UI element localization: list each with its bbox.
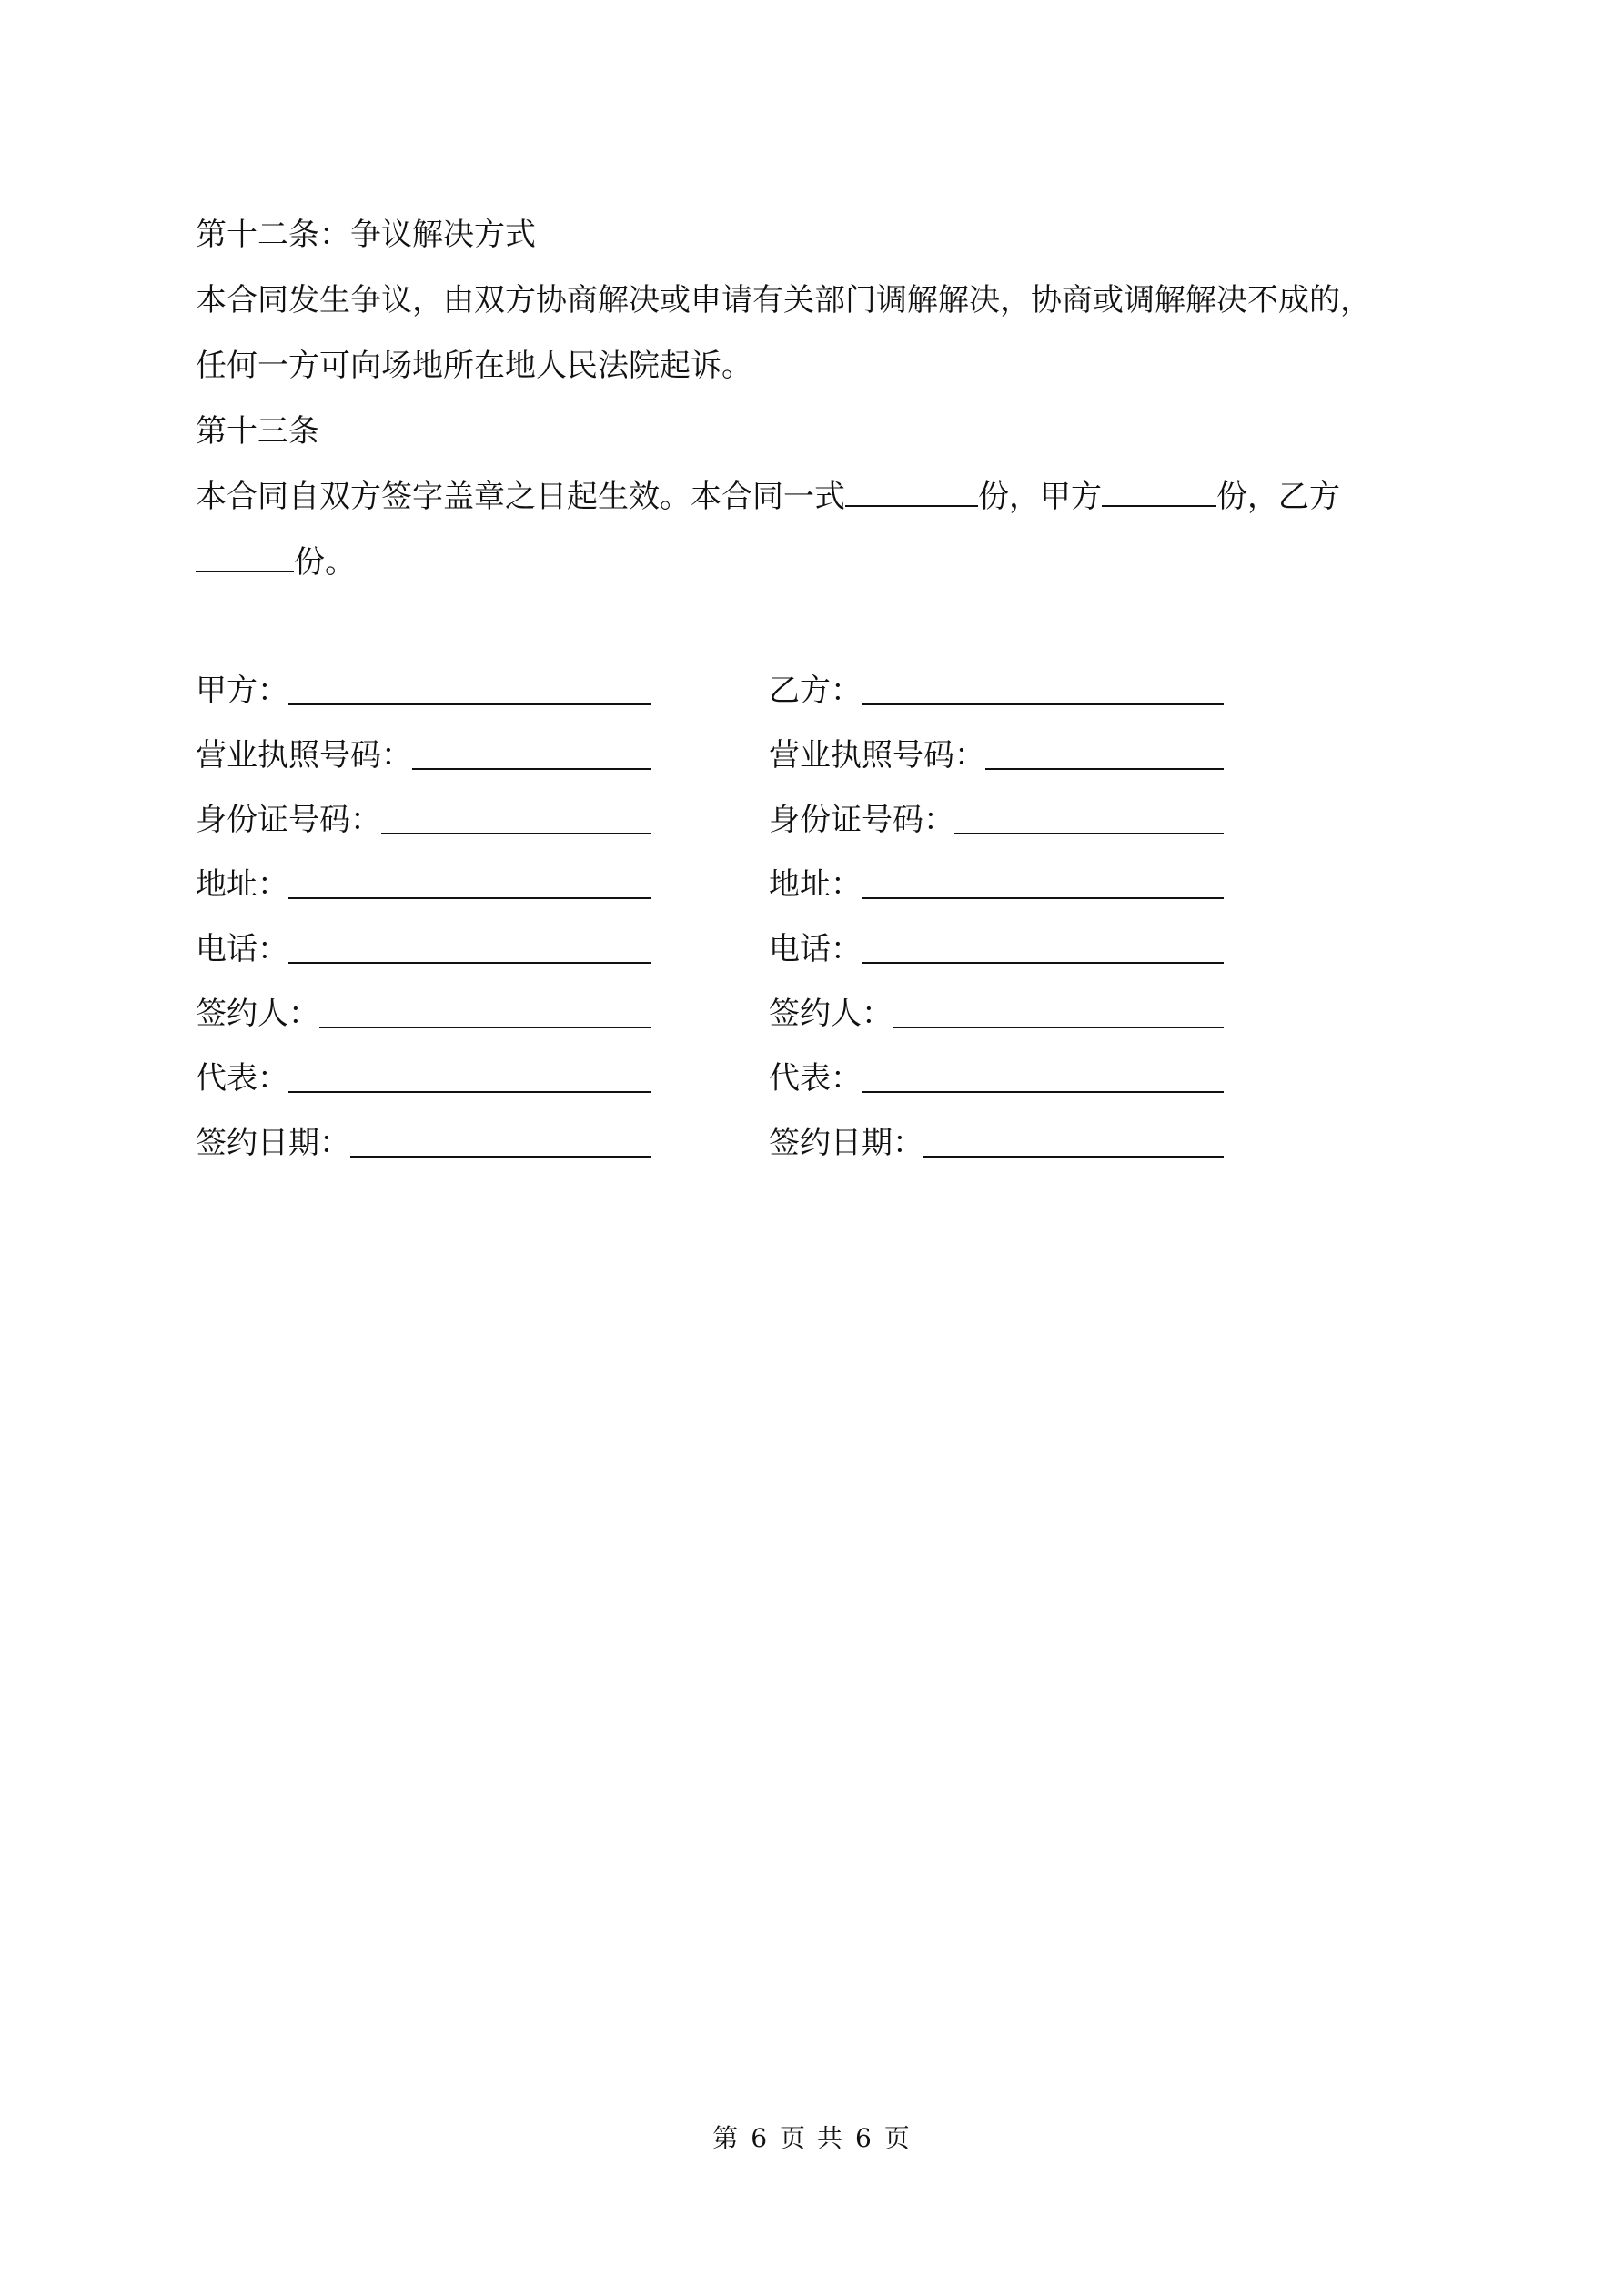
party-a-field-label: 签约日期： (196, 1125, 350, 1161)
party-b-field-line[interactable] (862, 667, 1224, 705)
party-a-field (196, 667, 769, 711)
party-b-field-label: 签约人： (769, 996, 893, 1032)
party-b-field (769, 732, 1342, 775)
party-a-field-line[interactable] (288, 861, 651, 899)
party-b-field-label: 代表： (769, 1060, 862, 1097)
party-a-field (196, 861, 769, 905)
party-a-field-label: 营业执照号码： (196, 737, 412, 774)
party-b-field-label: 电话： (769, 931, 862, 967)
party-b-field (769, 667, 1342, 711)
signature-block (196, 646, 1342, 1163)
party-a-field (196, 990, 769, 1034)
party-b-field-line[interactable] (923, 1119, 1224, 1158)
party-b-field-label: 乙方： (769, 673, 862, 709)
footer-current-page: 6 (751, 2123, 770, 2153)
party-a-field (196, 796, 769, 840)
party-b-field (769, 1055, 1342, 1098)
signature-row (196, 646, 1342, 711)
article-12-text-line-2: 任何一方可向场地所在地人民法院起诉。 (196, 348, 752, 384)
party-b-field-line[interactable] (954, 796, 1224, 834)
party-a-field-line[interactable] (350, 1119, 651, 1158)
party-a-field (196, 925, 769, 969)
party-b-field (769, 861, 1342, 905)
signature-row (196, 775, 1342, 840)
party-a-field (196, 1055, 769, 1098)
article-13-segment-3: 份，乙方 (1216, 479, 1340, 515)
total-copies-blank[interactable] (845, 470, 978, 507)
party-a-field-line[interactable] (412, 732, 651, 770)
party-b-field-line[interactable] (985, 732, 1224, 770)
article-12-heading: 第十二条：争议解决方式 (196, 217, 536, 253)
footer-suffix: 页 (883, 2123, 912, 2153)
page-footer (0, 2119, 1624, 2155)
party-b-field-line[interactable] (862, 861, 1224, 899)
party-a-field-label: 甲方： (196, 673, 288, 709)
party-b-field (769, 1119, 1342, 1163)
party-b-field-label: 地址： (769, 866, 862, 903)
signature-row (196, 969, 1342, 1034)
signature-row (196, 1034, 1342, 1098)
article-13-text-line-2 (196, 530, 1451, 595)
party-a-field-label: 电话： (196, 931, 288, 967)
party-b-copies-blank[interactable] (196, 536, 294, 572)
party-b-field (769, 990, 1342, 1034)
footer-middle: 页 共 (780, 2123, 844, 2153)
party-b-field (769, 925, 1342, 969)
article-13-segment-4: 份。 (294, 544, 356, 581)
footer-total-pages: 6 (854, 2123, 873, 2153)
party-a-field-line[interactable] (381, 796, 651, 834)
party-a-copies-blank[interactable] (1102, 470, 1216, 507)
party-b-field-label: 身份证号码： (769, 802, 954, 838)
party-a-field (196, 732, 769, 775)
signature-row (196, 711, 1342, 775)
party-b-field-label: 签约日期： (769, 1125, 923, 1161)
party-b-field-label: 营业执照号码： (769, 737, 985, 774)
footer-prefix: 第 (712, 2123, 741, 2153)
article-13-segment-2: 份，甲方 (978, 479, 1102, 515)
article-13-segment-1: 本合同自双方签字盖章之日起生效。本合同一式 (196, 479, 845, 515)
party-a-field-line[interactable] (288, 1055, 651, 1093)
article-13-text (196, 464, 1451, 530)
party-a-field (196, 1119, 769, 1163)
article-12-text-line-1: 本合同发生争议，由双方协商解决或申请有关部门调解解决，协商或调解解决不成的， (196, 282, 1371, 319)
signature-row (196, 840, 1342, 905)
party-b-field-line[interactable] (893, 990, 1224, 1028)
party-a-field-line[interactable] (319, 990, 651, 1028)
article-13-heading: 第十三条 (196, 413, 319, 450)
party-a-field-label: 签约人： (196, 996, 319, 1032)
party-a-field-label: 身份证号码： (196, 802, 381, 838)
party-a-field-line[interactable] (288, 667, 651, 705)
party-b-field-line[interactable] (862, 925, 1224, 964)
party-a-field-label: 代表： (196, 1060, 288, 1097)
signature-row (196, 905, 1342, 969)
signature-row (196, 1098, 1342, 1163)
party-b-field (769, 796, 1342, 840)
party-a-field-label: 地址： (196, 866, 288, 903)
party-b-field-line[interactable] (862, 1055, 1224, 1093)
contract-body (196, 202, 1451, 595)
party-a-field-line[interactable] (288, 925, 651, 964)
